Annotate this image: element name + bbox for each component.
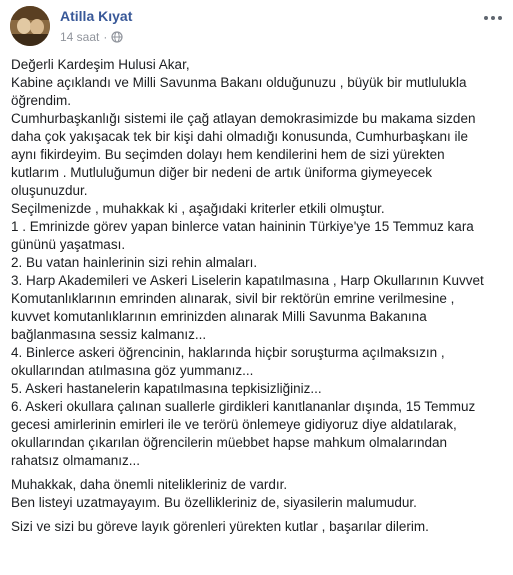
post-text-line: Ben listeyi uzatmayayım. Bu özellikleriniz de, siyasilerin malumudur. — [11, 495, 417, 510]
post-text-line: kutlarım . Mutluluğumun diğer bir nedeni de artık üniforma giymeyecek — [11, 165, 432, 180]
post-text-line: Değerli Kardeşim Hulusi Akar, — [11, 57, 190, 72]
post-text-line: okullarından atılmasına göz yummanız... — [11, 363, 254, 378]
post-body — [11, 56, 503, 542]
author-name[interactable]: Atilla Kıyat — [60, 8, 133, 24]
post-text-line: okullarından çıkarılan öğrencilerin müebbet hapse mahkum olmalarından — [11, 435, 447, 450]
dot — [498, 16, 502, 20]
avatar-image — [10, 6, 50, 46]
dot — [484, 16, 488, 20]
post-text-line: rahatsız olmamanız... — [11, 453, 141, 468]
post-text-line: gününü yaşatması. — [11, 237, 126, 252]
post-header — [8, 6, 505, 50]
post-meta — [60, 30, 123, 44]
post-text-line: Kabine açıklandı ve Milli Savunma Bakanı olduğunuzu , büyük bir mutlulukla — [11, 75, 467, 90]
dot — [491, 16, 495, 20]
post-text-line: Komutanlıklarının emrinden alınarak, sivil bir rektörün emrine verilmesine , — [11, 291, 455, 306]
post-text-line: 6. Askeri okullara çalınan suallerle girdikleri kanıtlananlar dışında, 15 Temmuz — [11, 399, 476, 414]
meta-separator: · — [103, 30, 108, 44]
post-text-line: bağlanmasına sessiz kalmanız... — [11, 327, 207, 342]
post-text-line: öğrendim. — [11, 93, 72, 108]
post-text-line: 1 . Emrinizde görev yapan binlerce vatan haininin Türkiye'ye 15 Temmuz kara — [11, 219, 474, 234]
author-avatar[interactable] — [10, 6, 50, 46]
post-text-line: Cumhurbaşkanlığı sistemi ile çağ atlayan demokrasimizde bu makama sizden — [11, 111, 476, 126]
post-text-line: Seçilmenizde , muhakkak ki , aşağıdaki kriterler etkili olmuştur. — [11, 201, 385, 216]
post-text-line: Muhakkak, daha önemli nitelikleriniz de vardır. — [11, 477, 288, 492]
post-text-line: 5. Askeri hastanelerin kapatılmasına tepkisizliğiniz... — [11, 381, 322, 396]
post-text-line: kuvvet komutanlıklarının emrinizden alınarak Milli Savunma Bakanına — [11, 309, 427, 324]
post-text-line: aynı fikirdeyim. Bu seçimden dolayı hem kendilerini hem de sizi yürekten — [11, 147, 445, 162]
post-text-line: 3. Harp Akademileri ve Askeri Liselerin kapatılmasına , Harp Okullarının Kuvvet — [11, 273, 484, 288]
post-paragraph — [11, 476, 503, 512]
post-text-line: gecesi amirlerinin emirleri ile ve terörü önlemeye gidiyoruz diye aldatılarak, — [11, 417, 457, 432]
post-paragraph — [11, 56, 503, 470]
globe-icon[interactable] — [111, 31, 123, 43]
post-text-line: 2. Bu vatan hainlerinin sizi rehin almaları. — [11, 255, 258, 270]
more-options-icon[interactable] — [483, 10, 503, 26]
post-paragraph — [11, 518, 503, 536]
post-text-line: daha çok yakışacak tek bir kişi dahi olmadığı konusunda, Cumhurbaşkanı ile — [11, 129, 468, 144]
post-text-line: oluşunuzdur. — [11, 183, 88, 198]
post-timestamp[interactable]: 14 saat — [60, 30, 100, 44]
post-text-line: Sizi ve sizi bu göreve layık görenleri yürekten kutlar , başarılar dilerim. — [11, 519, 429, 534]
post-text-line: 4. Binlerce askeri öğrencinin, haklarında hiçbir soruşturma açılmaksızın , — [11, 345, 445, 360]
